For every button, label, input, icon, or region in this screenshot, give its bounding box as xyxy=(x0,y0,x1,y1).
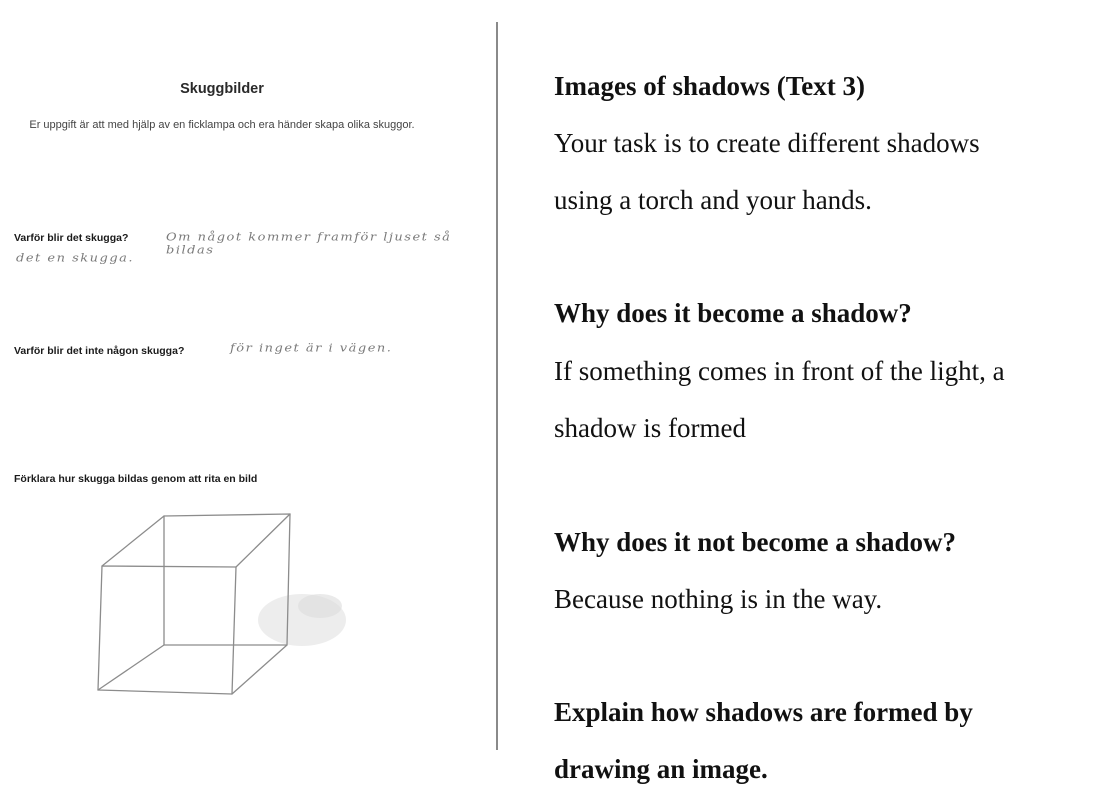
hand-drawn-cube-icon xyxy=(40,500,400,720)
student-worksheet-scan xyxy=(0,0,497,797)
worksheet-instructions: Er uppgift är att med hjälp av en ficklampa och era händer skapa olika skuggor. xyxy=(29,119,415,131)
english-translation-panel xyxy=(554,0,1110,797)
translation-answer-2: Because nothing is in the way. xyxy=(554,584,883,614)
worksheet-question-1: Varför blir det skugga? xyxy=(14,232,129,244)
translation-heading: Images of shadows (Text 3) xyxy=(554,71,866,101)
worksheet-question-3: Förklara hur skugga bildas genom att rita en bild xyxy=(14,473,258,485)
translation-question-2: Why does it not become a shadow? xyxy=(554,527,957,557)
translation-answer-1-line-1: If something comes in front of the light, a xyxy=(554,356,1005,386)
handwritten-answer-1-line-1: Om något kommer framför ljuset så bildas xyxy=(166,231,452,257)
translation-question-3-line-2: drawing an image. xyxy=(554,754,768,784)
translation-task-line-1: Your task is to create different shadows xyxy=(554,128,980,158)
worksheet-title: Skuggbilder xyxy=(180,81,264,97)
handwritten-answer-1-line-2: det en skugga. xyxy=(16,252,135,265)
translation-question-3-line-1: Explain how shadows are formed by xyxy=(554,697,973,727)
panel-divider xyxy=(496,22,498,750)
translation-task-line-2: using a torch and your hands. xyxy=(554,185,872,215)
worksheet-question-2: Varför blir det inte någon skugga? xyxy=(14,345,185,357)
translation-question-1: Why does it become a shadow? xyxy=(554,298,912,328)
translation-answer-1-line-2: shadow is formed xyxy=(554,413,746,443)
handwritten-answer-2: för inget är i vägen. xyxy=(230,342,393,355)
